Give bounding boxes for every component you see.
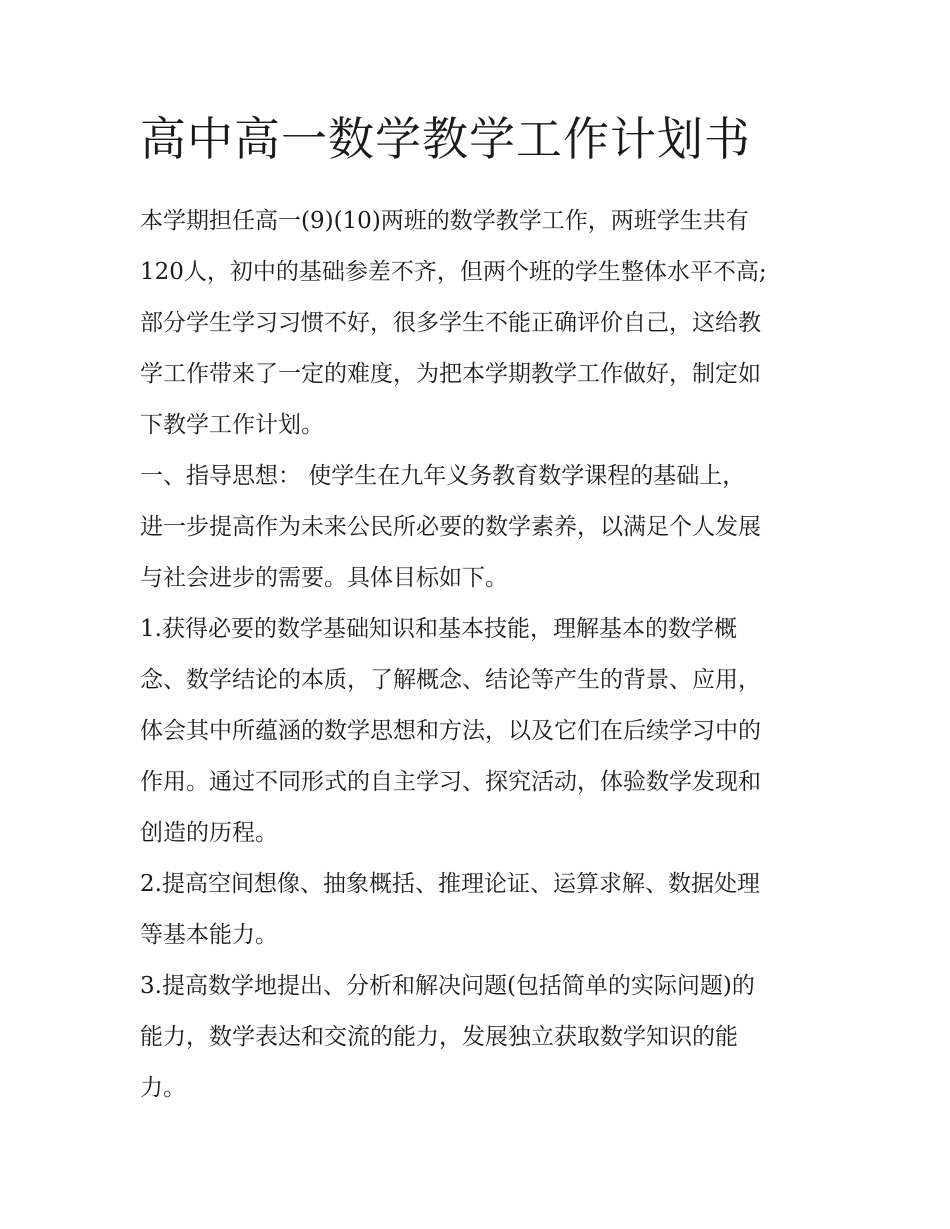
text-line: 下教学工作计划。	[140, 412, 324, 438]
text-line: 2.提高空间想像、抽象概括、推理论证、运算求解、数据处理	[140, 871, 760, 897]
text-line: 与社会进步的需要。具体目标如下。	[140, 565, 508, 591]
text-line: 进一步提高作为未来公民所必要的数学素养，以满足个人发展	[140, 514, 761, 540]
text-line: 1.获得必要的数学基础知识和基本技能，理解基本的数学概	[140, 616, 737, 642]
text-line: 本学期担任高一(9)(10)两班的数学教学工作，两班学生共有	[140, 208, 749, 234]
text-line: 力。	[140, 1075, 186, 1101]
text-line: 作用。通过不同形式的自主学习、探究活动，体验数学发现和	[140, 769, 761, 795]
text-line: 学工作带来了一定的难度，为把本学期教学工作做好，制定如	[140, 361, 761, 387]
text-line: 一、指导思想： 使学生在九年义务教育数学课程的基础上，	[140, 463, 746, 489]
text-line: 120人，初中的基础参差不齐，但两个班的学生整体水平不高;	[140, 259, 767, 285]
text-line: 念、数学结论的本质，了解概念、结论等产生的背景、应用，	[140, 667, 761, 693]
text-line: 等基本能力。	[140, 922, 278, 948]
text-line: 体会其中所蕴涵的数学思想和方法，以及它们在后续学习中的	[140, 718, 761, 744]
text-line: 3.提高数学地提出、分析和解决问题(包括简单的实际问题)的	[140, 973, 755, 999]
text-line: 部分学生学习习惯不好，很多学生不能正确评价自己，这给教	[140, 310, 761, 336]
text-line: 创造的历程。	[140, 820, 278, 846]
text-line: 能力，数学表达和交流的能力，发展独立获取数学知识的能	[140, 1024, 738, 1050]
document-title: 高中高一数学教学工作计划书	[140, 112, 751, 166]
